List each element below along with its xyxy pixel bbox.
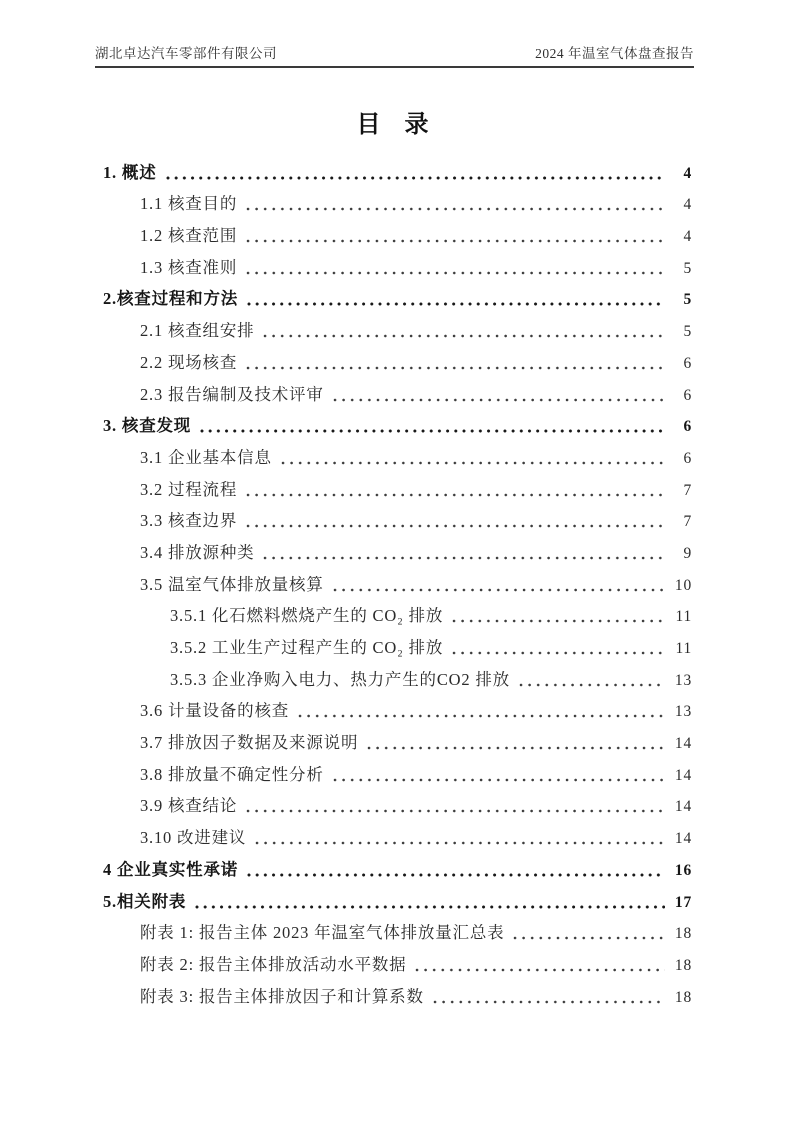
toc-entry-page-number: 4 [683,228,692,246]
toc-entry[interactable] [95,726,692,758]
toc-entry[interactable] [95,536,692,568]
toc-entry[interactable] [95,156,692,188]
dot-leader [246,207,665,211]
toc-entry-page-number: 6 [683,418,692,436]
toc-entry[interactable] [95,219,692,251]
toc-entry[interactable] [95,251,692,283]
dot-leader [333,588,665,592]
toc-entry-page-number: 16 [674,861,692,879]
toc-entry[interactable] [95,663,692,695]
dot-leader [452,619,665,623]
toc-entry-page-number: 14 [674,830,692,848]
dot-leader [247,302,665,306]
dot-leader [200,429,665,433]
dot-leader [333,398,665,402]
toc-entry-label: 3.5.2 工业生产过程产生的 CO₂ 排放 [170,638,444,657]
dot-leader [247,873,665,877]
dot-leader [246,809,665,813]
toc-entry[interactable] [95,821,692,853]
toc-entry[interactable] [95,600,692,632]
toc-entry[interactable] [95,378,692,410]
toc-entry[interactable] [95,790,692,822]
toc-entry-label: 附表 3: 报告主体排放因子和计算系数 [140,986,424,1006]
toc-entry-page-number: 14 [674,766,692,784]
toc-entry-label: 1.2 核查范围 [140,226,238,246]
toc-entry-label: 2.3 报告编制及技术评审 [140,384,324,404]
toc-entry-page-number: 11 [675,640,692,657]
toc-entry-page-number: 14 [674,798,692,816]
dot-leader [246,524,665,528]
toc-entry[interactable] [95,948,692,980]
toc-entry-page-number: 7 [683,513,692,531]
dot-leader [263,334,665,338]
dot-leader [415,968,665,972]
toc-entry-page-number: 13 [674,703,692,721]
toc-entry-label: 3.10 改进建议 [140,828,247,848]
toc-entry-page-number: 18 [674,925,692,943]
toc-list [95,156,692,1012]
toc-entry-label: 4 企业真实性承诺 [103,859,239,879]
toc-entry-label: 1.1 核查目的 [140,194,238,214]
toc-entry[interactable] [95,314,692,346]
toc-entry[interactable] [95,473,692,505]
toc-entry-page-number: 9 [683,544,692,562]
toc-entry[interactable] [95,885,692,917]
toc-entry-label: 3.6 计量设备的核查 [140,701,290,721]
page-header [95,42,694,68]
toc-entry-page-number: 6 [683,386,692,404]
dot-leader [333,778,665,782]
toc-entry-page-number: 17 [674,893,692,911]
toc-entry-page-number: 18 [674,956,692,974]
toc-entry-label: 1. 概述 [103,162,157,182]
dot-leader [452,651,665,655]
toc-entry-label: 3.5.1 化石燃料燃烧产生的 CO₂ 排放 [170,606,444,626]
dot-leader [195,905,665,909]
dot-leader [246,271,665,275]
dot-leader [246,366,665,370]
toc-entry-label: 2.核查过程和方法 [103,289,239,309]
toc-entry-page-number: 18 [674,988,692,1006]
toc-entry-label: 3.7 排放因子数据及来源说明 [140,733,359,753]
toc-entry-label: 2.1 核查组安排 [140,321,255,341]
toc-entry-page-number: 5 [683,259,692,277]
dot-leader [433,1000,665,1004]
toc-entry-label: 3.9 核查结论 [140,796,238,816]
dot-leader [519,683,665,687]
toc-entry-page-number: 13 [674,671,692,689]
toc-entry-page-number: 10 [674,576,692,594]
toc-entry-page-number: 4 [683,196,692,214]
toc-entry-page-number: 7 [683,481,692,499]
dot-leader [255,841,665,845]
toc-entry[interactable] [95,346,692,378]
dot-leader [513,936,665,940]
toc-entry-page-number: 5 [683,323,692,341]
dot-leader [263,556,665,560]
toc-entry-page-number: 14 [674,735,692,753]
toc-entry-label: 附表 1: 报告主体 2023 年温室气体排放量汇总表 [140,923,505,943]
toc-entry[interactable] [95,188,692,220]
toc-entry[interactable] [95,283,692,315]
toc-entry-label: 3.2 过程流程 [140,479,238,499]
toc-entry-label: 3.8 排放量不确定性分析 [140,764,324,784]
toc-entry-page-number: 6 [683,449,692,467]
toc-entry-page-number: 11 [675,608,692,626]
toc-entry-label: 3. 核查发现 [103,416,192,436]
toc-entry-label: 3.3 核查边界 [140,511,238,531]
header-company-name: 湖北卓达汽车零部件有限公司 [95,46,277,61]
toc-entry[interactable] [95,853,692,885]
dot-leader [246,493,665,497]
toc-entry[interactable] [95,980,692,1012]
toc-entry-page-number: 4 [683,164,692,182]
toc-entry[interactable] [95,410,692,442]
toc-entry-page-number: 5 [683,291,692,309]
toc-entry-label: 附表 2: 报告主体排放活动水平数据 [140,954,407,974]
dot-leader [166,176,666,180]
toc-entry[interactable] [95,758,692,790]
toc-entry-label: 3.5.3 企业净购入电力、热力产生的CO2 排放 [170,669,510,689]
toc-entry[interactable] [95,631,692,663]
toc-entry-label: 1.3 核查准则 [140,257,238,277]
toc-title: 目 录 [356,112,438,138]
toc-entry[interactable] [95,695,692,727]
header-report-title: 2024 年温室气体盘查报告 [535,46,694,61]
toc-entry[interactable] [95,568,692,600]
toc-entry-label: 5.相关附表 [103,891,187,911]
toc-entry-page-number: 6 [683,354,692,372]
toc-entry-label: 3.5 温室气体排放量核算 [140,574,324,594]
toc-entry-label: 2.2 现场核查 [140,352,238,372]
dot-leader [246,239,665,243]
toc-entry-label: 3.1 企业基本信息 [140,447,272,467]
dot-leader [281,461,665,465]
toc-entry[interactable] [95,441,692,473]
toc-entry[interactable] [95,505,692,537]
dot-leader [367,746,665,750]
toc-entry-label: 3.4 排放源种类 [140,542,255,562]
toc-entry[interactable] [95,917,692,949]
dot-leader [298,714,665,718]
